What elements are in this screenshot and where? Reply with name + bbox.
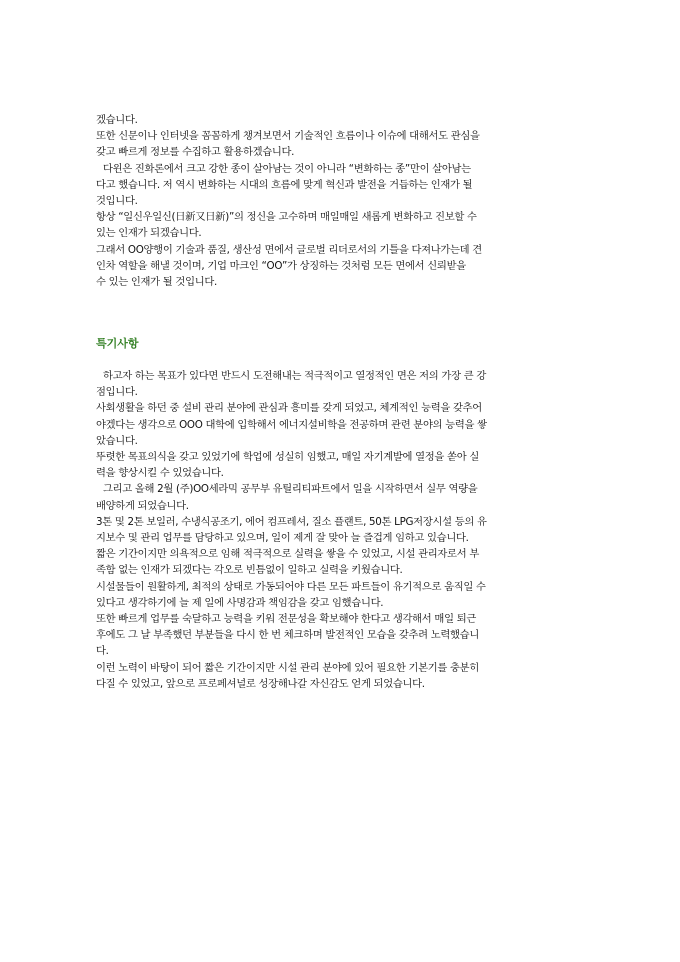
paragraph-line: 사회생활을 하던 중 설비 관리 분야에 관심과 흥미를 갖게 되었고, 체계적인 능력을 갖추어 — [96, 402, 482, 415]
paragraph-line: 하고자 하는 목표가 있다면 반드시 도전해내는 적극적이고 열정적인 면은 저의 가장 큰 강 — [103, 370, 486, 382]
paragraph-line: 있는 인재가 되겠습니다. — [96, 227, 202, 240]
paragraph-line: 다고 했습니다. 저 역시 변화하는 시대의 흐름에 맞게 혁신과 발전을 거듭하는 인재가 될 — [96, 178, 473, 191]
section-1-body — [96, 112, 586, 290]
paragraph-line: 겠습니다. — [96, 114, 138, 126]
paragraph-line: 다윈은 진화론에서 크고 강한 종이 살아남는 것이 아니라 “변화하는 종”만이 살아남는 — [103, 162, 471, 175]
paragraph-line: 짧은 기간이지만 의욕적으로 임해 적극적으로 실력을 쌓을 수 있었고, 시설 관리자로서 부 — [96, 548, 479, 561]
paragraph-line: 그래서 OO양행이 기술과 품질, 생산성 면에서 글로벌 리더로서의 기틀을 다져나가는데 견 — [96, 243, 482, 256]
paragraph-line: 시설물들이 원활하게, 최적의 상태로 가동되어야 다른 모든 파트들이 유기적으로 움직일 수 — [96, 580, 486, 593]
paragraph-line: 있다고 생각하기에 늘 제 일에 사명감과 책임감을 갖고 임했습니다. — [96, 596, 384, 609]
paragraph-line: 배양하게 되었습니다. — [96, 499, 189, 512]
paragraph-line: 인차 역할을 해낼 것이며, 기업 마크인 “OO”가 상징하는 것처럼 모든 면에서 신뢰받을 — [96, 259, 466, 272]
paragraph-line: 야겠다는 생각으로 OOO 대학에 입학해서 에너지설비학을 전공하며 관련 분야의 능력을 쌓 — [96, 418, 487, 431]
paragraph-line: 또한 신문이나 인터넷을 꼼꼼하게 챙겨보면서 기술적인 흐름이나 이슈에 대해서도 관심을 — [96, 130, 480, 143]
paragraph-line: 수 있는 인재가 될 것입니다. — [96, 276, 217, 289]
section-2-body — [96, 368, 586, 692]
paragraph-line: 그리고 올해 2월 (주)OO세라믹 공무부 유틸리티파트에서 일을 시작하면서 실무 역량을 — [103, 483, 478, 496]
paragraph-line: 항상 “일신우일신(日新又日新)”의 정신을 고수하며 매일매일 새롭게 변화하고 진보할 수 — [96, 211, 477, 224]
paragraph-line: 지보수 및 관리 업무를 담당하고 있으며, 일이 제게 잘 맞아 늘 즐겁게 임하고 있습니다. — [96, 532, 469, 545]
paragraph-line: 다. — [96, 645, 109, 658]
paragraph-line: 또한 빠르게 업무를 숙달하고 능력을 키워 전문성을 확보해야 한다고 생각해서 매일 퇴근 — [96, 613, 476, 626]
paragraph-line: 이런 노력이 바탕이 되어 짧은 기간이지만 시설 관리 분야에 있어 필요한 기본기를 충분히 — [96, 661, 479, 674]
paragraph-line: 뚜렷한 목표의식을 갖고 있었기에 학업에 성실히 임했고, 매일 자기계발에 열정을 쏟아 실 — [96, 451, 479, 464]
paragraph-line: 력을 향상시킬 수 있었습니다. — [96, 467, 224, 480]
paragraph-line: 갖고 빠르게 정보를 수집하고 활용하겠습니다. — [96, 146, 295, 159]
section-heading: 특기사항 — [96, 337, 139, 350]
paragraph-line: 것입니다. — [96, 195, 138, 208]
paragraph-line: 족함 없는 인재가 되겠다는 각오로 빈틈없이 일하고 실력을 키웠습니다. — [96, 564, 403, 577]
paragraph-line: 았습니다. — [96, 434, 138, 447]
paragraph-line: 3톤 및 2톤 보일러, 수냉식공조기, 에어 컴프레셔, 질소 플랜트, 50톤 LPG저장시설 등의 유 — [96, 515, 487, 528]
paragraph-line: 후에도 그 날 부족했던 부분들을 다시 한 번 체크하며 발전적인 모습을 갖추려 노력했습니 — [96, 629, 479, 642]
paragraph-line: 점입니다. — [96, 386, 138, 399]
paragraph-line: 다질 수 있었고, 앞으로 프로페셔널로 성장해나갈 자신감도 얻게 되었습니다. — [96, 677, 425, 690]
